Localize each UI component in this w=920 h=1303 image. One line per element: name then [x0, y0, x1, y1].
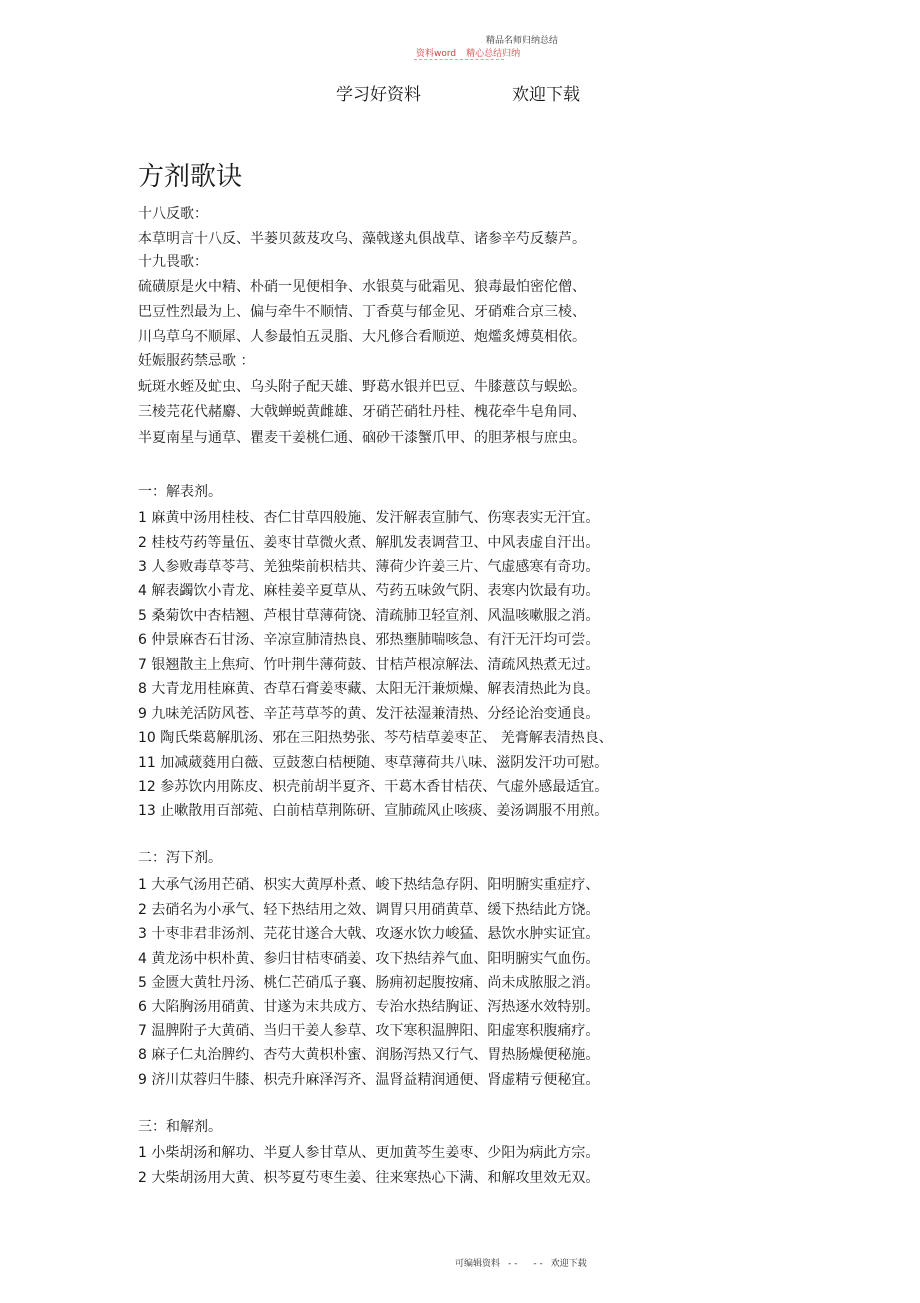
text-line: 3 人参败毒草苓芎、羌独柴前枳桔共、薄荷少许姜三片、气虚感寒有奇功。: [138, 559, 600, 575]
footer-right: 欢迎下载: [550, 1259, 587, 1269]
text-line: 8 大青龙用桂麻黄、杏草石膏姜枣藏、太阳无汗兼烦燥、解表清热此为良。: [138, 681, 600, 697]
text-line: 13 止嗽散用百部菀、白前桔草荆陈研、宣肺疏风止咳痰、姜汤调服不用煎。: [138, 803, 609, 819]
text-line: 6 大陷胸汤用硝黄、甘遂为末共成方、专治水热结胸证、泻热逐水效特别。: [138, 999, 600, 1015]
text-line: 3 十枣非君非汤剂、芫花甘遂合大戟、攻逐水饮力峻猛、悬饮水肿实证宜。: [138, 926, 600, 942]
footer-left: 可编辑资料: [455, 1259, 501, 1269]
text-line: 9 济川苁蓉归牛膝、枳壳升麻泽泻齐、温肾益精润通便、肾虚精亏便秘宜。: [138, 1072, 600, 1088]
text-line: 1 大承气汤用芒硝、枳实大黄厚朴煮、峻下热结急存阴、阳明腑实重症疗、: [138, 877, 600, 893]
text-line: 川乌草乌不顺犀、人参最怕五灵脂、大凡修合看顺逆、炮爁炙煿莫相依。: [138, 329, 586, 345]
text-line: 11 加减葳蕤用白薇、豆鼓葱白桔梗随、枣草薄荷共八味、滋阴发汗功可慰。: [138, 755, 609, 771]
text-line: 7 银翘散主上焦疴、竹叶荆牛薄荷鼓、甘桔芦根凉解法、清疏风热煮无过。: [138, 657, 600, 673]
text-line: 一：解表剂。: [138, 484, 222, 500]
header-left: 学习好资料: [336, 85, 421, 105]
text-line: 7 温脾附子大黄硝、当归干姜人参草、攻下寒积温脾阳、阳虚寒积腹痛疗。: [138, 1023, 600, 1039]
text-line: 三：和解剂。: [138, 1119, 222, 1135]
text-line: 5 金匮大黄牡丹汤、桃仁芒硝瓜子襄、肠痈初起腹按痛、尚未成脓服之消。: [138, 975, 600, 991]
text-line: 2 大柴胡汤用大黄、枳芩夏芍枣生姜、往来寒热心下满、和解攻里效无双。: [138, 1170, 600, 1186]
text-line: 12 参苏饮内用陈皮、枳壳前胡半夏齐、干葛木香甘桔茯、气虚外感最适宜。: [138, 779, 609, 795]
watermark: [416, 46, 520, 59]
text-line: 二：泻下剂。: [138, 850, 222, 866]
text-line: 1 小柴胡汤和解功、半夏人参甘草从、更加黄芩生姜枣、少阳为病此方宗。: [138, 1145, 600, 1161]
footer-sep-2: - -: [533, 1259, 543, 1269]
footer-sep-1: - -: [508, 1259, 518, 1269]
text-line: 9 九味羌活防风苍、辛芷芎草芩的黄、发汗祛湿兼清热、分经论治变通良。: [138, 706, 600, 722]
text-line: 5 桑菊饮中杏桔翘、芦根甘草薄荷饶、清疏肺卫轻宣剂、风温咳嗽服之消。: [138, 608, 600, 624]
text-line: 半夏南星与通草、瞿麦干姜桃仁通、硇砂干漆蟹爪甲、的胆茅根与庶虫。: [138, 430, 586, 446]
watermark-right: 精心总结归纳: [466, 49, 521, 59]
text-line: 硫磺原是火中精、朴硝一见便相争、水银莫与砒霜见、狼毒最怕密佗僧、: [138, 279, 586, 295]
text-line: 巴豆性烈最为上、偏与牵牛不顺情、丁香莫与郁金见、牙硝难合京三棱、: [138, 304, 586, 320]
watermark-dash-line: [414, 59, 504, 60]
watermark-left: 资料word: [416, 49, 457, 59]
text-line: 8 麻子仁丸治脾约、杏芍大黄枳朴蜜、润肠泻热又行气、胃热肠燥便秘施。: [138, 1047, 600, 1063]
text-line: 本草明言十八反、半蒌贝蔹芨攻乌、藻戟遂丸俱战草、诸参辛芍反藜芦。: [138, 231, 586, 247]
text-line: 2 桂枝芍药等量伍、姜枣甘草微火煮、解肌发表调营卫、中风表虚自汗出。: [138, 535, 600, 551]
text-line: 十九畏歌：: [138, 254, 208, 270]
text-line: 10 陶氏柴葛解肌汤、邪在三阳热势张、芩芍桔草姜枣芷、 羌膏解表清热良、: [138, 730, 613, 746]
text-line: 2 去硝名为小承气、轻下热结用之效、调胃只用硝黄草、缓下热结此方饶。: [138, 902, 600, 918]
text-line: 4 解表蠲饮小青龙、麻桂姜辛夏草从、芍药五味敛气阴、表寒内饮最有功。: [138, 583, 600, 599]
text-line: 十八反歌：: [138, 206, 208, 222]
page-footer: [455, 1256, 587, 1269]
text-line: 三棱芫花代赭麝、大戟蝉蜕黄雌雄、牙硝芒硝牡丹桂、槐花牵牛皂角同、: [138, 404, 586, 420]
text-line: 蚖斑水蛭及虻虫、乌头附子配天雄、野葛水银并巴豆、牛膝薏苡与蜈蚣。: [138, 379, 586, 395]
top-right-note: 精品名师归纳总结: [486, 36, 559, 46]
text-line: 1 麻黄中汤用桂枝、杏仁甘草四般施、发汗解表宣肺气、伤寒表实无汗宜。: [138, 510, 600, 526]
text-line: 妊娠服药禁忌歌 ：: [138, 353, 255, 369]
text-line: 4 黄龙汤中枳朴黄、参归甘桔枣硝姜、攻下热结养气血、阳明腑实气血伤。: [138, 951, 600, 967]
header-right: 欢迎下载: [512, 85, 580, 105]
text-line: 6 仲景麻杏石甘汤、辛凉宣肺清热良、邪热壅肺喘咳急、有汗无汗均可尝。: [138, 632, 600, 648]
document-title: 方剂歌诀: [138, 162, 243, 192]
